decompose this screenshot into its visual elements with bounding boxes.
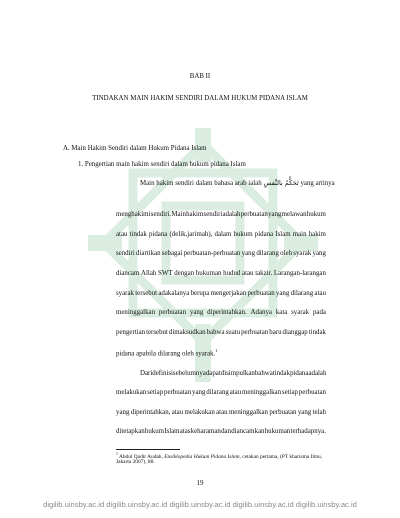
word: berupa bbox=[190, 290, 210, 297]
word: dilarang bbox=[206, 389, 229, 396]
arabic-term: تَحَكُّمُ بالنَّفسِ bbox=[263, 179, 299, 187]
word: takzir. bbox=[255, 270, 273, 277]
word: melakukan bbox=[116, 389, 147, 396]
word: dimaksudkan bbox=[168, 329, 206, 336]
word: perbuatan bbox=[240, 211, 268, 218]
word: atau bbox=[116, 231, 128, 238]
word: adalah bbox=[308, 370, 327, 377]
footnote-number: 1 bbox=[116, 452, 118, 456]
word: tersebut bbox=[146, 329, 168, 336]
word: suatu bbox=[225, 329, 241, 336]
word: bahwa bbox=[254, 370, 273, 377]
word: sendiri. bbox=[150, 211, 172, 218]
word: setiap bbox=[147, 389, 164, 396]
word: pengertian bbox=[116, 329, 146, 336]
paragraph1-line bbox=[116, 291, 326, 298]
word: diancam bbox=[116, 270, 140, 277]
word: hukum bbox=[306, 211, 326, 218]
paragraph1-line bbox=[116, 251, 326, 258]
word: melakukan bbox=[184, 409, 215, 416]
word: hukuman bbox=[264, 428, 291, 435]
word: tindak bbox=[272, 370, 291, 377]
word: hukum bbox=[233, 231, 253, 238]
word: tindak bbox=[308, 329, 326, 336]
word: diperintahkan, bbox=[130, 409, 171, 416]
word: hakim bbox=[308, 231, 326, 238]
word: dilarang bbox=[290, 290, 314, 297]
word: pidana bbox=[254, 231, 274, 238]
word: adalah bbox=[222, 211, 241, 218]
word: hukum bbox=[144, 428, 165, 435]
word: dapat bbox=[205, 370, 221, 377]
word: keharaman bbox=[190, 428, 221, 435]
word: sendiri bbox=[116, 250, 135, 257]
word: diartikan bbox=[136, 250, 161, 257]
word: perbuatan-perbuatan bbox=[183, 250, 241, 257]
footnote-publisher: cetakan pertama, (PT kharisma Ilmu, bbox=[242, 453, 323, 460]
word: perbuatan bbox=[158, 309, 187, 316]
paragraph2-line bbox=[140, 371, 326, 378]
word: syarak bbox=[291, 309, 310, 316]
intro-text: Main hakim sendiri dalam bahasa arab ialah bbox=[140, 180, 262, 187]
word: telah bbox=[312, 409, 326, 416]
word: yang bbox=[297, 409, 312, 416]
paragraph1-last-line bbox=[116, 349, 218, 358]
paragraph1-line bbox=[116, 271, 326, 278]
word: Larangan-larangan bbox=[273, 270, 326, 277]
word: bahwa bbox=[206, 329, 225, 336]
word: SWT bbox=[158, 270, 173, 277]
word: atau bbox=[171, 409, 184, 416]
word: hakim bbox=[186, 211, 204, 218]
word: (delik,jarimah), bbox=[169, 231, 213, 238]
word: sebagai bbox=[161, 250, 183, 257]
word: menghakimi bbox=[116, 211, 151, 218]
word: yang bbox=[116, 409, 130, 416]
word: syarak bbox=[116, 290, 134, 297]
word: melawan bbox=[281, 211, 307, 218]
word: sendiri bbox=[203, 211, 223, 218]
word: baru bbox=[269, 329, 282, 336]
paragraph1-last-text: pidana apabila dilarang oleh syarak. bbox=[116, 350, 216, 358]
word: meninggalkan bbox=[242, 389, 282, 396]
section-heading: A. Main Hakim Sendiri dalam Hukum Pidana Islam bbox=[63, 145, 207, 152]
word: main bbox=[292, 231, 307, 238]
paragraph1-line bbox=[116, 232, 326, 239]
intro-text-after: yang artinya bbox=[300, 180, 335, 187]
word: Dari bbox=[140, 370, 153, 377]
paragraph2-line bbox=[116, 429, 326, 436]
word: tindak bbox=[129, 231, 147, 238]
word: yang bbox=[268, 211, 282, 218]
word: pidana bbox=[290, 370, 309, 377]
chapter-heading: BAB II bbox=[189, 73, 211, 80]
paragraph1-line bbox=[116, 330, 326, 337]
word: yang bbox=[275, 290, 290, 297]
subsection-heading: 1. Pengertian main hakim sendiri dalam hukum pidana Islam bbox=[78, 161, 246, 168]
word: Islam bbox=[164, 428, 180, 435]
word: yang bbox=[241, 250, 256, 257]
word: pada bbox=[312, 309, 326, 316]
chapter-title: TINDAKAN MAIN HAKIM SENDIRI DALAM HUKUM PIDANA ISLAM bbox=[92, 95, 308, 102]
word: kata bbox=[275, 309, 288, 316]
word: yang bbox=[312, 250, 326, 257]
body-line-intro bbox=[140, 180, 335, 188]
word: sebelumnya bbox=[172, 370, 206, 377]
word: meninggalkan bbox=[116, 309, 156, 316]
word: definisi bbox=[152, 370, 173, 377]
word: hudud bbox=[223, 270, 241, 277]
word: Main bbox=[171, 211, 186, 218]
word: atau bbox=[242, 270, 254, 277]
word: meninggalkan bbox=[228, 409, 268, 416]
word: Adanya bbox=[250, 309, 272, 316]
word: dan bbox=[221, 428, 232, 435]
word: atau bbox=[229, 389, 242, 396]
footnote-line2: Jakarta 2007), 88. bbox=[116, 459, 155, 465]
word: oleh bbox=[280, 250, 293, 257]
paragraph1-line bbox=[116, 310, 326, 317]
footer-watermark[interactable]: digilib.uinsby.ac.id digilib.uinsby.ac.id digilib.uinsby.ac.id digilib.uinsby.ac.id digilib.uinsby.ac.id bbox=[43, 500, 357, 509]
word: disimpulkan bbox=[220, 370, 255, 377]
word: perbuatan bbox=[241, 329, 269, 336]
word: diperintahkan. bbox=[207, 309, 247, 316]
word: dengan bbox=[174, 270, 195, 277]
word: Islam bbox=[275, 231, 291, 238]
footnote-author: Abdul Qadir Audah, bbox=[118, 453, 163, 460]
paragraph1-line bbox=[116, 212, 326, 219]
footnote-book-title: Ensiklopedia Hukum Pidana Islam, bbox=[164, 453, 241, 460]
word: dalam bbox=[214, 231, 232, 238]
word: atau bbox=[314, 290, 326, 297]
word: perbuatan bbox=[247, 290, 275, 297]
word: yang bbox=[192, 389, 206, 396]
word: dilarang bbox=[256, 250, 279, 257]
word: adakalanya bbox=[158, 290, 190, 297]
word: ditetapkan bbox=[116, 428, 145, 435]
word: setiap bbox=[281, 389, 298, 396]
page-number: 19 bbox=[196, 479, 204, 487]
word: syarak bbox=[293, 250, 312, 257]
footnote-divider bbox=[116, 449, 180, 450]
word: perbuatan bbox=[269, 409, 297, 416]
word: hukuman bbox=[195, 270, 222, 277]
word: dianggap bbox=[282, 329, 308, 336]
word: pidana bbox=[149, 231, 168, 238]
word: perbuatan bbox=[298, 389, 326, 396]
word: diancamkan bbox=[231, 428, 265, 435]
word: terhadapnya. bbox=[290, 428, 326, 435]
footnote-reference[interactable]: 1 bbox=[215, 348, 218, 353]
paragraph2-line bbox=[116, 390, 326, 397]
word: yang bbox=[189, 309, 204, 316]
paragraph2-line bbox=[116, 410, 326, 417]
word: perbuatan bbox=[164, 389, 192, 396]
word: mengerjakan bbox=[210, 290, 247, 297]
word: Allah bbox=[141, 270, 157, 277]
word: atau bbox=[216, 409, 228, 416]
word: atas bbox=[179, 428, 191, 435]
word: tersebut bbox=[135, 290, 158, 297]
